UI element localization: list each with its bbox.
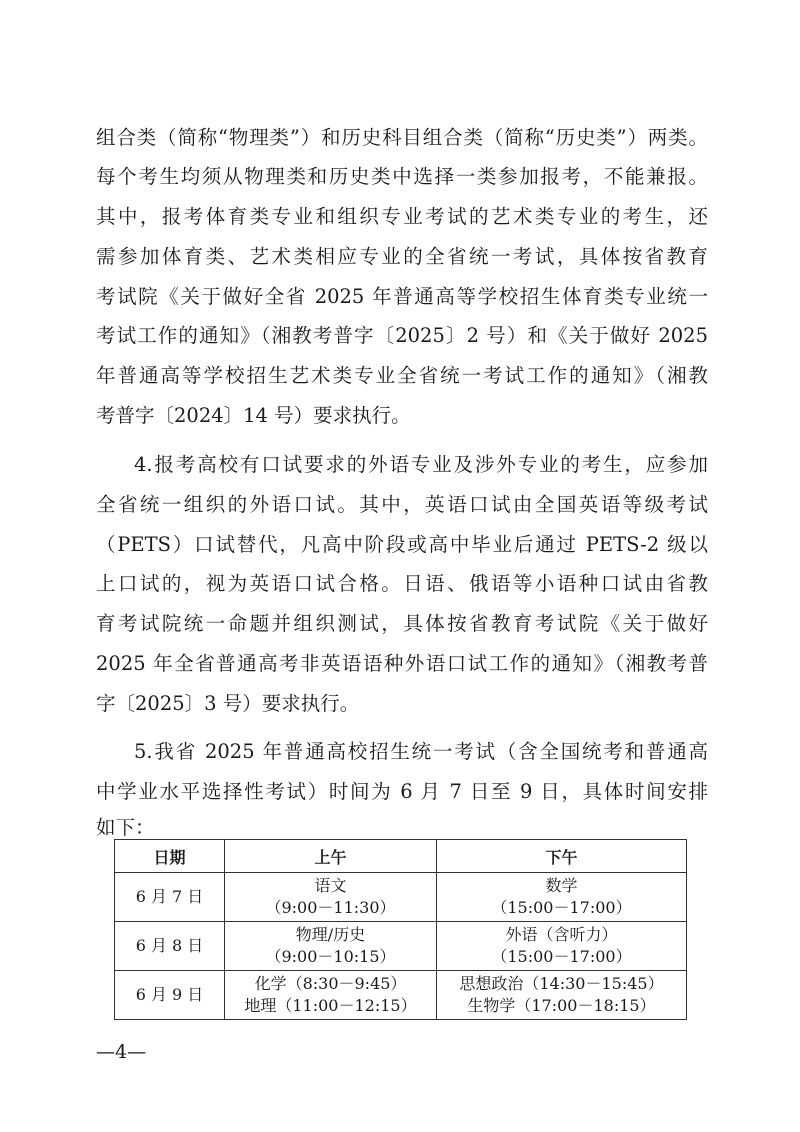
body-line-6: 考试工作的通知》（湘教考普字〔2025〕2 号）和《关于做好 2025 [96, 324, 708, 347]
header-afternoon: 下午 [437, 840, 687, 873]
body-line-1: 组合类（简称“物理类”）和历史科目组合类（简称“历史类”）两类。 [96, 126, 708, 149]
paragraph-4-line-4: 上口试的，视为英语口试合格。日语、俄语等小语种口试由省教 [96, 572, 708, 595]
body-line-4: 需参加体育类、艺术类相应专业的全省统一考试，具体按省教育 [96, 245, 708, 268]
morning-cell [225, 873, 437, 922]
body-line-5: 考试院《关于做好全省 2025 年普通高等学校招生体育类专业统一 [96, 285, 708, 308]
table-row [115, 922, 687, 971]
afternoon-cell [437, 922, 687, 971]
page-number: —4— [96, 1041, 147, 1063]
morning-cell [225, 922, 437, 971]
paragraph-4-line-1: 4.报考高校有口试要求的外语专业及涉外专业的考生，应参加 [134, 453, 708, 476]
morning-subject: 地理（11:00－12:15） [244, 996, 417, 1015]
morning-time: （9:00－11:30） [265, 898, 396, 917]
body-line-2: 每个考生均须从物理类和历史类中选择一类参加报考，不能兼报。 [96, 165, 708, 188]
header-date: 日期 [115, 840, 225, 873]
afternoon-subject: 数学 [545, 876, 578, 895]
date-cell: 6 月 7 日 [115, 873, 225, 922]
morning-time: （9:00－10:15） [265, 947, 396, 966]
afternoon-subject: 思想政治（14:30－15:45） [459, 974, 664, 993]
table-row [115, 971, 687, 1020]
header-morning: 上午 [225, 840, 437, 873]
paragraph-4-line-5: 育考试院统一命题并组织测试，具体按省教育考试院《关于做好 [96, 612, 708, 635]
date-cell: 6 月 9 日 [115, 971, 225, 1020]
paragraph-4-line-2: 全省统一组织的外语口试。其中，英语口试由全国英语等级考试 [96, 493, 708, 516]
body-line-7: 年普通高等学校招生艺术类专业全省统一考试工作的通知》（湘教 [96, 364, 708, 387]
body-line-3: 其中，报考体育类专业和组织专业考试的艺术类专业的考生，还 [96, 205, 708, 228]
paragraph-4-line-3: （PETS）口试替代，凡高中阶段或高中毕业后通过 PETS-2 级以 [96, 533, 708, 556]
body-line-8: 考普字〔2024〕14 号）要求执行。 [96, 404, 411, 427]
morning-cell [225, 971, 437, 1020]
afternoon-cell [437, 873, 687, 922]
paragraph-5-line-3: 如下： [96, 816, 155, 839]
morning-subject: 化学（8:30－9:45） [254, 974, 407, 993]
paragraph-4-line-6: 2025 年全省普通高考非英语语种外语口试工作的通知》（湘教考普 [96, 652, 708, 675]
table-header-row [115, 840, 687, 873]
morning-subject: 物理/历史 [295, 925, 366, 944]
afternoon-subject: 外语（含听力） [505, 925, 618, 944]
afternoon-time: （15:00－17:00） [491, 898, 632, 917]
afternoon-subject: 生物学（17:00－18:15） [467, 996, 656, 1015]
paragraph-5-line-2: 中学业水平选择性考试）时间为 6 月 7 日至 9 日，具体时间安排 [96, 780, 708, 803]
paragraph-5-line-1: 5.我省 2025 年普通高校招生统一考试（含全国统考和普通高 [134, 740, 708, 763]
afternoon-cell [437, 971, 687, 1020]
afternoon-time: （15:00－17:00） [491, 947, 632, 966]
paragraph-4-line-7: 字〔2025〕3 号）要求执行。 [96, 692, 360, 715]
date-cell: 6 月 8 日 [115, 922, 225, 971]
table-row [115, 873, 687, 922]
morning-subject: 语文 [314, 876, 347, 895]
exam-schedule-table [114, 839, 687, 1020]
